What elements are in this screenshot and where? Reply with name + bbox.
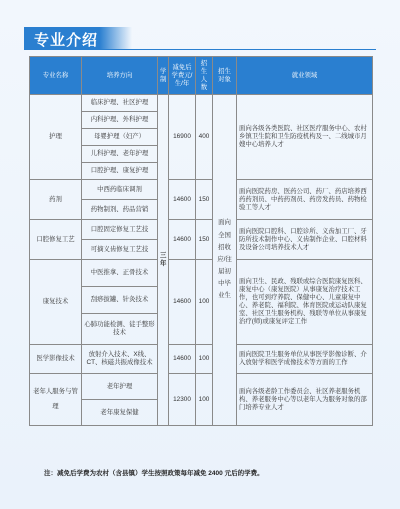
direction-cell: 老年康复保健 [82,400,158,426]
employment-cell: 面向卫生、民政、残联或综合医院康复医科、康复中心（康复医院）从事康复治疗技术工作，也可到疗养院、保健中心、儿童康复中心、养老院、福利院、体育医院或运动队康复室、社区卫生服务机构、残联等单位从事康复治疗(师)或康复评定工作 [237,260,373,345]
employment-cell: 面向各级各类医院、社区医疗服务中心、农村乡镇卫生院和卫生防疫机构及一、二线城市月嫂中心培养人才 [237,95,373,180]
column-header: 减免后学费元/生/年 [169,57,196,95]
direction-cell: 内科护理、外科护理 [82,112,158,129]
major-name: 老年人服务与管理 [30,374,82,426]
school-system: 三年 [158,95,169,426]
table-row [30,374,373,400]
fee-cell: 14600 [169,220,196,260]
column-header: 招生对象 [213,57,237,95]
fee-cell: 14600 [169,180,196,220]
column-header: 专业名称 [30,57,82,95]
major-name: 药剂 [30,180,82,220]
employment-cell: 面向各级老龄工作委员会、社区养老服务机构、养老服务中心等以老年人为服务对象的部门培养专业人才 [237,374,373,426]
major-name: 康复技术 [30,260,82,345]
direction-cell: 药物制剂、药品营销 [82,200,158,220]
count-cell: 100 [196,260,213,345]
table-header-row [30,57,373,95]
table-row [30,260,373,287]
direction-cell: 口腔护理、康复护理 [82,163,158,180]
direction-cell: 可摘义齿修复工艺技 [82,240,158,260]
majors-table [29,56,373,426]
count-cell: 150 [196,180,213,220]
table-row [30,345,373,374]
fee-cell: 16900 [169,95,196,180]
major-name: 护理 [30,95,82,180]
direction-cell: 口腔固定修复工艺技 [82,220,158,240]
column-header: 招生人数 [196,57,213,95]
banner-underline [24,49,376,50]
employment-cell: 面向医院药房、医药公司、药厂、药店培养西药药剂员、中药药剂员、药房发药员、药物检验工等人才 [237,180,373,220]
employment-cell: 面向医院口腔科、口腔诊所、义齿加工厂、牙防所技术制作中心、义齿制作企业、口腔材料及设备公司培养技术人才 [237,220,373,260]
fee-cell: 14600 [169,345,196,374]
direction-cell: 中西药临床调剂 [82,180,158,200]
fee-cell: 14600 [169,260,196,345]
employment-cell: 面向医院卫生服务单位从事医学影像诊断、介入放射学和医学成像技术等方面的工作 [237,345,373,374]
direction-cell: 刮痧拔罐、针灸技术 [82,287,158,314]
count-cell: 400 [196,95,213,180]
count-cell: 150 [196,220,213,260]
footnote: 注：减免后学费为农村（含县镇）学生按照政策每年减免 2400 元后的学费。 [44,470,264,477]
table-row [30,220,373,240]
direction-cell: 中医推拿、正骨技术 [82,260,158,287]
fee-cell: 12300 [169,374,196,426]
direction-cell: 老年护理 [82,374,158,400]
count-cell: 100 [196,374,213,426]
section-title: 专业介绍 [34,32,99,49]
major-name: 口腔修复工艺 [30,220,82,260]
count-cell: 100 [196,345,213,374]
major-name: 医学影像技术 [30,345,82,374]
table-row [30,180,373,200]
direction-cell: 心肺功能检测、徒手整形技术 [82,314,158,345]
enroll-target: 面向全国招收应/往届初中毕业生 [213,95,237,426]
column-header: 培养方向 [82,57,158,95]
column-header: 学制 [158,57,169,95]
table-row [30,95,373,112]
direction-cell: 放射介入技术、X线、CT、核磁共振成像技术 [82,345,158,374]
section-banner [24,27,132,49]
column-header: 就业领域 [237,57,373,95]
direction-cell: 儿科护理、老年护理 [82,146,158,163]
direction-cell: 母婴护理（妇产） [82,129,158,146]
direction-cell: 临床护理、社区护理 [82,95,158,112]
